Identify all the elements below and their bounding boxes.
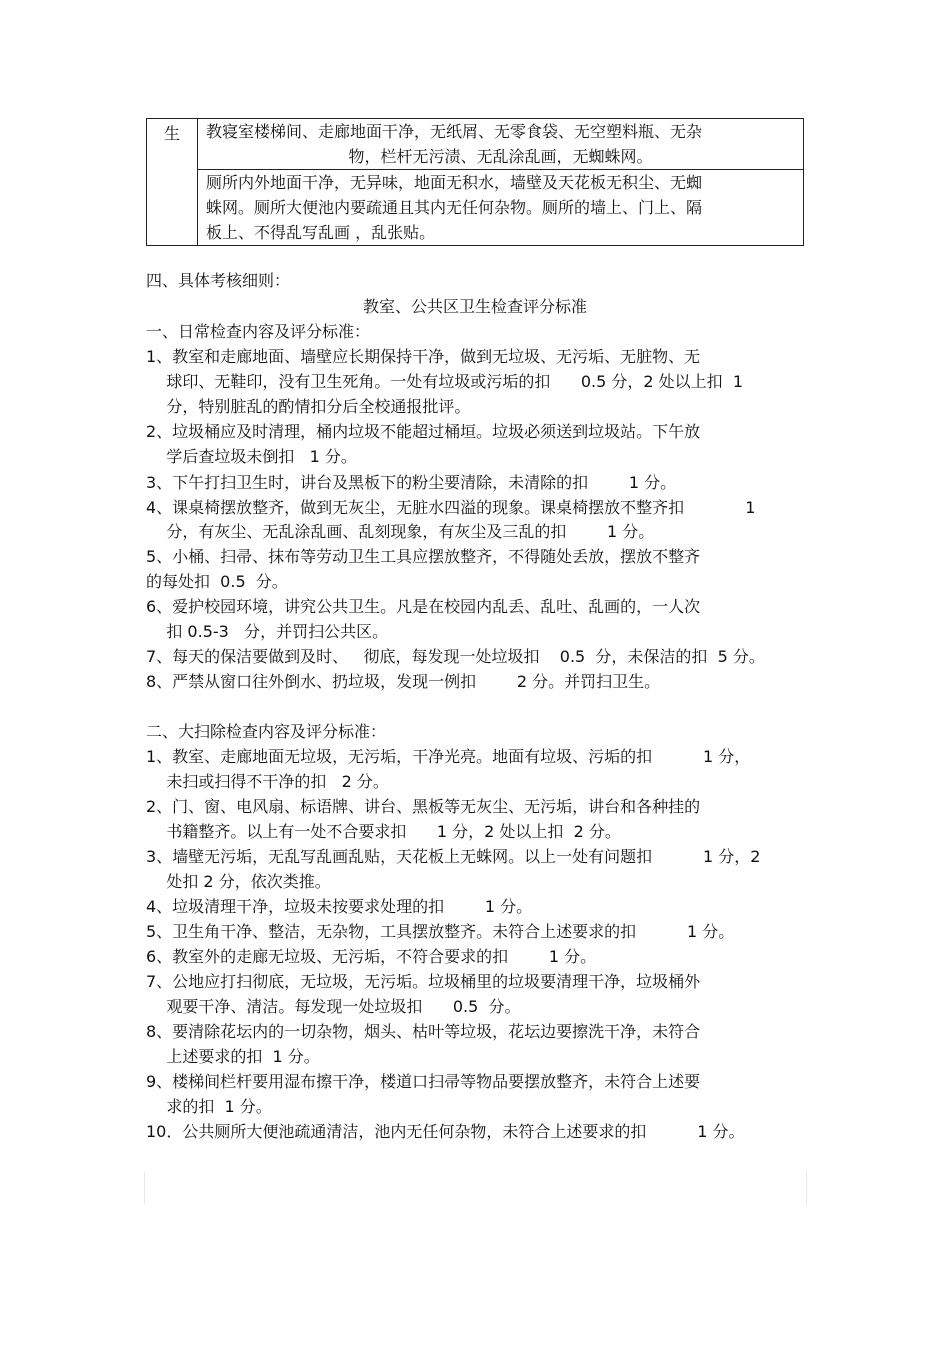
document-title: 教室、公共区卫生检查评分标准 — [362, 297, 587, 316]
rule-line: 3、下午打扫卫生时，讲台及黑板下的粉尘要清除，未清除的扣 1 分。 — [146, 473, 677, 492]
rule-line: 2、垃圾桶应及时清理，桶内垃圾不能超过桶垣。垃圾必须送到垃圾站。下午放 — [146, 422, 701, 441]
rule-line: 未扫或扫得不干净的扣 2 分。 — [146, 772, 389, 791]
rule-line: 10．公共厕所大便池疏通清洁，池内无任何杂物，未符合上述要求的扣 1 分。 — [146, 1122, 745, 1141]
table-cell-corridor — [198, 119, 804, 170]
rule-line: 的每处扣 0.5 分。 — [146, 572, 288, 591]
table-text-line: 厕所内外地面干净，无异味，地面无积水，墙壁及天花板无积尘、无蜘 — [206, 173, 703, 192]
rule-line: 7、公地应打扫彻底，无垃圾，无污垢。垃圾桶里的垃圾要清理干净，垃圾桶外 — [146, 972, 701, 991]
rule-line: 书籍整齐。以上有一处不合要求扣 1 分，2 处以上扣 2 分。 — [146, 822, 621, 841]
table-text-line: 教寝室楼梯间、走廊地面干净，无纸屑、无零食袋、无空塑料瓶、无杂 — [206, 122, 703, 141]
table-row — [147, 170, 804, 246]
rule-line: 分，有灰尘、无乱涂乱画、乱刻现象，有灰尘及三乱的扣 1 分。 — [146, 522, 655, 541]
margin-mark-left — [144, 1172, 145, 1204]
table-text-line: 蛛网。厕所大便池内要疏通且其内无任何杂物。厕所的墙上、门上、隔 — [206, 198, 703, 217]
rule-line: 6、爱护校园环境，讲究公共卫生。凡是在校园内乱丢、乱吐、乱画的，一人次 — [146, 597, 701, 616]
rule-line: 扣 0.5-3 分，并罚扫公共区。 — [146, 622, 389, 641]
clean-heading: 二、大扫除检查内容及评分标准： — [146, 722, 387, 741]
section-heading: 四、具体考核细则： — [146, 271, 291, 290]
rule-line: 求的扣 1 分。 — [146, 1097, 272, 1116]
rule-line: 5、卫生角干净、整洁，无杂物，工具摆放整齐。未符合上述要求的扣 1 分。 — [146, 922, 735, 941]
rule-line: 处扣 2 分，依次类推。 — [146, 872, 331, 891]
table-text-line: 板上、不得乱写乱画 ，乱张贴。 — [206, 223, 436, 242]
rule-line: 3、墙壁无污垢，无乱写乱画乱贴，天花板上无蛛网。以上一处有问题扣 1 分，2 — [146, 847, 761, 866]
rule-line: 4、垃圾清理干净，垃圾未按要求处理的扣 1 分。 — [146, 897, 533, 916]
margin-mark-right — [806, 1172, 807, 1204]
rule-line: 1、教室、走廊地面无垃圾，无污垢，干净光亮。地面有垃圾、污垢的扣 1 分， — [146, 747, 751, 766]
hygiene-standard-table — [146, 118, 804, 246]
rule-line: 8、严禁从窗口往外倒水、扔垃圾，发现一例扣 2 分。并罚扫卫生。 — [146, 672, 661, 691]
rule-line: 1、教室和走廊地面、墙壁应长期保持干净，做到无垃圾、无污垢、无脏物、无 — [146, 347, 701, 366]
rule-line: 观要干净、清洁。每发现一处垃圾扣 0.5 分。 — [146, 997, 521, 1016]
rule-line: 7、每天的保洁要做到及时、 彻底，每发现一处垃圾扣 0.5 分，未保洁的扣 5 分。 — [146, 647, 765, 666]
rule-line: 9、楼梯间栏杆要用湿布擦干净，楼道口扫帚等物品要摆放整齐，未符合上述要 — [146, 1072, 701, 1091]
daily-heading: 一、日常检查内容及评分标准： — [146, 322, 371, 341]
table-row — [147, 119, 804, 170]
rule-line: 2、门、窗、电风扇、标语牌、讲台、黑板等无灰尘、无污垢，讲台和各种挂的 — [146, 797, 701, 816]
rule-line: 5、小桶、扫帚、抹布等劳动卫生工具应摆放整齐，不得随处丢放，摆放不整齐 — [146, 547, 701, 566]
rule-line: 4、课桌椅摆放整齐，做到无灰尘，无脏水四溢的现象。课桌椅摆放不整齐扣 1 — [146, 498, 756, 517]
table-cell-toilet — [198, 170, 804, 246]
rule-line: 分，特别脏乱的酌情扣分后全校通报批评。 — [146, 397, 471, 416]
table-text-line: 物，栏杆无污渍、无乱涂乱画，无蜘蛛网。 — [348, 147, 653, 166]
rule-line: 上述要求的扣 1 分。 — [146, 1047, 320, 1066]
rule-line: 6、教室外的走廊无垃圾、无污垢，不符合要求的扣 1 分。 — [146, 947, 597, 966]
rule-line: 学后查垃圾未倒扣 1 分。 — [146, 447, 357, 466]
rule-line: 球印、无鞋印，没有卫生死角。一处有垃圾或污垢的扣 0.5 分，2 处以上扣 1 — [146, 372, 744, 391]
rule-line: 8、要清除花坛内的一切杂物，烟头、枯叶等垃圾，花坛边要擦洗干净，未符合 — [146, 1022, 701, 1041]
category-cell: 生 — [147, 119, 198, 246]
